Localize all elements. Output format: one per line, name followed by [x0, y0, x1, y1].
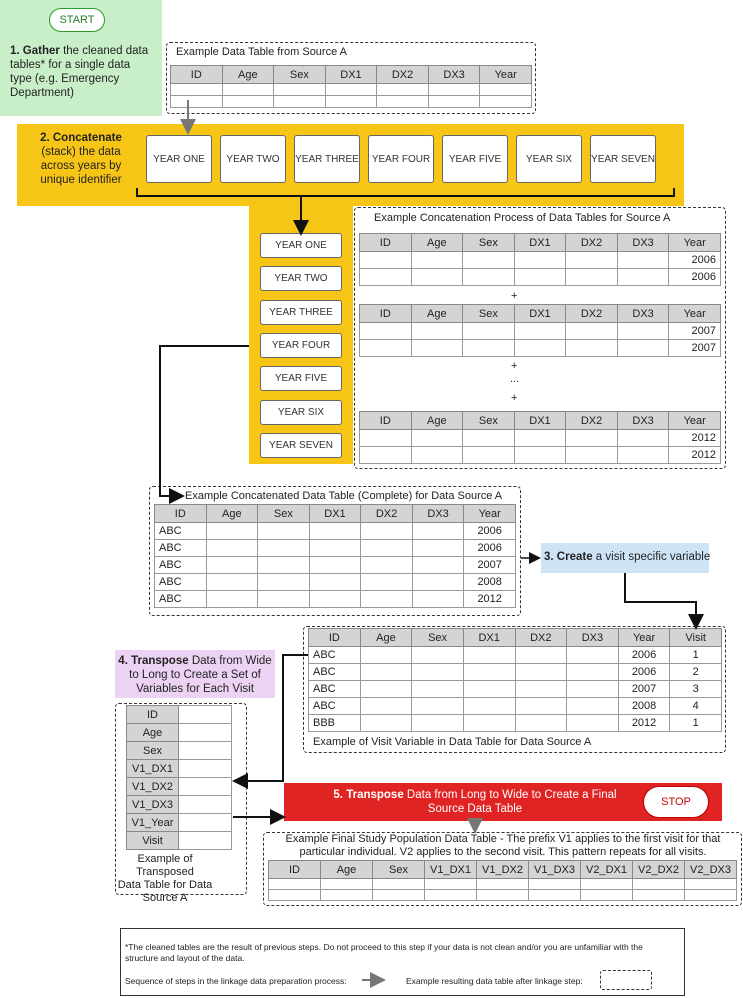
row-header: ID: [127, 706, 179, 724]
column-header: Sex: [274, 66, 326, 84]
column-header: ID: [155, 505, 207, 523]
row-header: Visit: [127, 832, 179, 850]
final-table-caption: Example Final Study Population Data Table - The prefix V1 applies to the first visit for that particular individual. V2 applies to the second visit. This pattern repeats for all visits.: [285, 833, 721, 858]
id-cell: ABC: [155, 523, 207, 540]
year-box-vertical: YEAR THREE: [260, 300, 342, 325]
column-header: DX3: [617, 412, 669, 430]
year-cell: 2007: [669, 340, 721, 357]
year-box-vertical: YEAR TWO: [260, 266, 342, 291]
year-cell: 2006: [618, 647, 670, 664]
year-box-horizontal: YEAR FIVE: [442, 135, 508, 183]
column-header: Age: [206, 505, 258, 523]
year-box-horizontal: YEAR THREE: [294, 135, 360, 183]
column-header: Age: [411, 234, 463, 252]
column-header: DX2: [566, 412, 618, 430]
column-header: DX3: [617, 234, 669, 252]
column-header: DX2: [361, 505, 413, 523]
plus-sign: +: [511, 392, 518, 404]
year-box-vertical: YEAR ONE: [260, 233, 342, 258]
row-header: V1_DX1: [127, 760, 179, 778]
column-header: Year: [618, 629, 670, 647]
column-header: ID: [360, 234, 412, 252]
id-cell: ABC: [155, 591, 207, 608]
column-header: DX2: [566, 234, 618, 252]
id-cell: ABC: [155, 574, 207, 591]
column-header: DX1: [325, 66, 377, 84]
column-header: Year: [669, 234, 721, 252]
visit-cell: 3: [670, 681, 722, 698]
year-cell: 2012: [669, 430, 721, 447]
visit-cell: 1: [670, 715, 722, 732]
year-cell: 2006: [669, 252, 721, 269]
arrow-step3-visit: [625, 573, 696, 626]
column-header: ID: [309, 629, 361, 647]
year-cell: 2012: [669, 447, 721, 464]
column-header: DX3: [412, 505, 464, 523]
column-header: DX3: [617, 305, 669, 323]
step3-text: 3. Create a visit specific variable: [544, 551, 711, 563]
column-header: Age: [411, 305, 463, 323]
step5-text: 5. Transpose Data from Long to Wide to Create a Final Source Data Table: [333, 789, 617, 815]
column-header: V1_DX3: [529, 861, 581, 879]
column-header: V2_DX1: [581, 861, 633, 879]
column-header: ID: [171, 66, 223, 84]
year-box-horizontal: YEAR SEVEN: [590, 135, 656, 183]
year-cell: 2007: [618, 681, 670, 698]
row-header: Age: [127, 724, 179, 742]
concat-process-caption: Example Concatenation Process of Data Tables for Source A: [374, 212, 671, 224]
concat-complete-caption: Example Concatenated Data Table (Complete) for Data Source A: [185, 490, 503, 502]
visit-cell: 2: [670, 664, 722, 681]
step4-text: 4. Transpose Data from Wide to Long to Create a Set of Variables for Each Visit: [118, 655, 272, 695]
legend-sequence-text: Sequence of steps in the linkage data preparation process:: [125, 976, 347, 986]
plus-sign: +: [511, 360, 518, 372]
column-header: Visit: [670, 629, 722, 647]
column-header: Sex: [463, 305, 515, 323]
plus-sign: +: [511, 290, 518, 302]
start-label: START: [59, 14, 95, 26]
column-header: Age: [222, 66, 274, 84]
year-box-vertical: YEAR FOUR: [260, 333, 342, 358]
id-cell: ABC: [155, 557, 207, 574]
stop-label: STOP: [661, 796, 691, 808]
year-cell: 2012: [618, 715, 670, 732]
transposed-caption: Example of Transposed Data Table for Data Source A: [117, 853, 213, 904]
id-cell: ABC: [155, 540, 207, 557]
arrow-visit-transposed: [236, 655, 308, 781]
ellipsis: ...: [510, 373, 520, 385]
row-header: V1_Year: [127, 814, 179, 832]
column-header: Sex: [373, 861, 425, 879]
column-header: DX3: [567, 629, 619, 647]
column-header: Sex: [463, 412, 515, 430]
column-header: V1_DX2: [477, 861, 529, 879]
legend-note: *The cleaned tables are the result of previous steps. Do not proceed to this step if your data is not clean and/or you are unfamiliar with the structure and layout of the data.: [125, 942, 643, 963]
column-header: ID: [360, 412, 412, 430]
visit-cell: 1: [670, 647, 722, 664]
year-box-vertical: YEAR SEVEN: [260, 433, 342, 458]
id-cell: ABC: [309, 664, 361, 681]
row-header: V1_DX3: [127, 796, 179, 814]
row-header: Sex: [127, 742, 179, 760]
step2-text: 2. Concatenate (stack) the data across years by unique identifier: [40, 132, 122, 186]
year-cell: 2008: [464, 574, 516, 591]
column-header: ID: [360, 305, 412, 323]
column-header: Age: [360, 629, 412, 647]
step1-text: 1. Gather the cleaned data tables* for a single data type (e.g. Emergency Department): [10, 45, 149, 99]
year-cell: 2006: [464, 540, 516, 557]
year-cell: 2006: [669, 269, 721, 286]
id-cell: ABC: [309, 681, 361, 698]
column-header: Year: [480, 66, 532, 84]
visit-cell: 4: [670, 698, 722, 715]
year-cell: 2008: [618, 698, 670, 715]
column-header: Sex: [412, 629, 464, 647]
column-header: Year: [669, 412, 721, 430]
year-box-horizontal: YEAR ONE: [146, 135, 212, 183]
year-box-horizontal: YEAR FOUR: [368, 135, 434, 183]
column-header: V2_DX2: [633, 861, 685, 879]
column-header: Sex: [258, 505, 310, 523]
year-box-vertical: YEAR SIX: [260, 400, 342, 425]
legend-example-text: Example resulting data table after linkage step:: [406, 976, 583, 986]
year-cell: 2012: [464, 591, 516, 608]
column-header: DX1: [514, 305, 566, 323]
column-header: DX2: [515, 629, 567, 647]
bracket-years: [137, 188, 674, 196]
column-header: DX3: [428, 66, 480, 84]
column-header: DX1: [514, 412, 566, 430]
row-header: V1_DX2: [127, 778, 179, 796]
id-cell: BBB: [309, 715, 361, 732]
year-cell: 2007: [464, 557, 516, 574]
column-header: Age: [411, 412, 463, 430]
year-box-horizontal: YEAR TWO: [220, 135, 286, 183]
column-header: V1_DX1: [425, 861, 477, 879]
id-cell: ABC: [309, 698, 361, 715]
column-header: DX1: [463, 629, 515, 647]
arrow-stack-complete: [160, 346, 249, 496]
table-a-caption: Example Data Table from Source A: [176, 46, 347, 58]
column-header: DX2: [566, 305, 618, 323]
column-header: DX1: [514, 234, 566, 252]
column-header: DX1: [309, 505, 361, 523]
year-box-vertical: YEAR FIVE: [260, 366, 342, 391]
visit-table-caption: Example of Visit Variable in Data Table for Data Source A: [313, 736, 592, 748]
year-cell: 2007: [669, 323, 721, 340]
column-header: V2_DX3: [685, 861, 737, 879]
year-cell: 2006: [618, 664, 670, 681]
year-cell: 2006: [464, 523, 516, 540]
id-cell: ABC: [309, 647, 361, 664]
column-header: Year: [669, 305, 721, 323]
column-header: ID: [269, 861, 321, 879]
column-header: DX2: [377, 66, 429, 84]
year-box-horizontal: YEAR SIX: [516, 135, 582, 183]
column-header: Sex: [463, 234, 515, 252]
column-header: Age: [321, 861, 373, 879]
column-header: Year: [464, 505, 516, 523]
